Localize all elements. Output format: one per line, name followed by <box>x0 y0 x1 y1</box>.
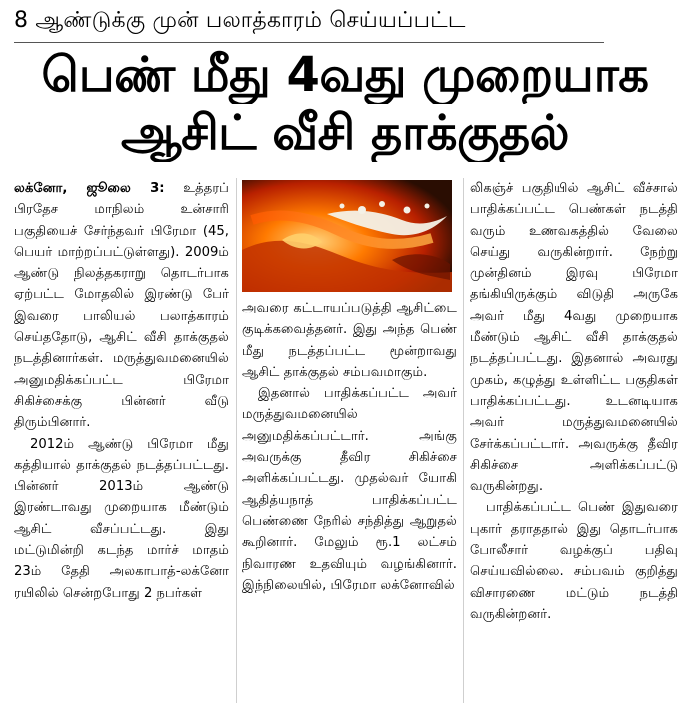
headline <box>0 46 690 162</box>
paragraph-4: இதனால் பாதிக்கப்பட்ட அவர் மருத்துவமனையில் அனுமதிக்கப்பட்டார். அங்கு அவருக்கு தீவிர சிகிச்சை அளிக்கப்பட்டது. முதல்வர் யோகி ஆதித்யநாத் பாதிக்கப்பட்ட பெண்ணை நேரில் சந்தித்து ஆறுதல் கூறினார். மேலும் ரூ.1 லட்சம் நிவாரண உதவியும் வழங்கினார். இந்நிலையில், பிரேமா லக்னோவில் <box>242 386 457 593</box>
paragraph-1 <box>14 178 229 434</box>
paragraph-2: 2012ம் ஆண்டு பிரேமா மீது கத்தியால் தாக்குதல் நடத்தப்பட்டது. பின்னர் 2013ம் ஆண்டு இரண்டாவது முறையாக மீண்டும் ஆசிட் வீசப்பட்டது. இது மட்டுமின்றி கடந்த மார்ச் மாதம் 23ம் தேதி அலகாபாத்-லக்னோ ரயிலில் சென்றபோது 2 நபர்கள் <box>14 436 229 601</box>
paragraph-5: லிகஞ்ச் பகுதியில் ஆசிட் வீச்சால் பாதிக்கப்பட்ட பெண்கள் நடத்தி வரும் உணவகத்தில் வேலை செய்து வருகின்றார். நேற்று முன்தினம் இரவு பிரேமா தங்கியிருக்கும் விடுதி அருகே அவர் மீது 4வது முறையாக மீண்டும் ஆசிட் வீசி தாக்குதல் நடத்தப்பட்டது. இதனால் அவரது முகம், கழுத்து உள்ளிட்ட பகுதிகள் பாதிக்கப்பட்டது. உடனடியாக அவர் மருத்துவமனையில் சேர்க்கப்பட்டார். அவருக்கு தீவிர சிகிச்சை அளிக்கப்பட்டு வருகின்றது. <box>470 181 678 495</box>
kicker-line: 8 ஆண்டுக்கு முன் பலாத்காரம் செய்யப்பட்ட <box>14 8 466 33</box>
dateline: லக்னோ, ஜூலை 3: <box>14 181 165 196</box>
headline-line-2: ஆசிட் வீசி தாக்குதல் <box>121 105 569 161</box>
acid-attack-illustration <box>242 180 452 292</box>
kicker-divider <box>14 42 604 43</box>
paragraph-3: அவரை கட்டாயப்படுத்தி ஆசிட்டை குடிக்கவைத்தனர். இது அந்த பெண் மீது நடத்தப்பட்ட மூன்றாவது ஆசிட் தாக்குதல் சம்பவமாகும். <box>242 301 457 380</box>
paragraph-1-body: உத்தரப் பிரதேச மாநிலம் உன்சாரி பகுதியைச் சேர்ந்தவர் பிரேமா (45, பெயர் மாற்றப்பட்டுள்ளது). 2009ம் ஆண்டு நிலத்தகராறு தொடர்பாக ஏற்பட்ட மோதலில் இரண்டு பேர் இவரை பாலியல் பலாத்காரம் செய்ததோடு, ஆசிட் வீசி தாக்குதல் நடத்தினார்கள். மருத்துவமனையில் அனுமதிக்கப்பட்ட பிரேமா சிகிச்சைக்கு பின்னர் வீடு திரும்பினார். <box>14 181 229 431</box>
paragraph-6: பாதிக்கப்பட்ட பெண் இதுவரை புகார் தராததால் இது தொடர்பாக போலீசார் வழக்குப் பதிவு செய்யவில்லை. சம்பவம் குறித்து விசாரணை மட்டும் நடத்தி வருகின்றனர். <box>470 500 678 622</box>
column-divider-2 <box>463 178 464 703</box>
article-column-3 <box>470 178 678 625</box>
article-column-2 <box>242 298 457 596</box>
column-divider-1 <box>236 178 237 703</box>
acid-splash-icon <box>242 180 452 292</box>
headline-line-1: பெண் மீது 4வது முறையாக <box>41 47 649 103</box>
article-column-1 <box>14 178 229 604</box>
